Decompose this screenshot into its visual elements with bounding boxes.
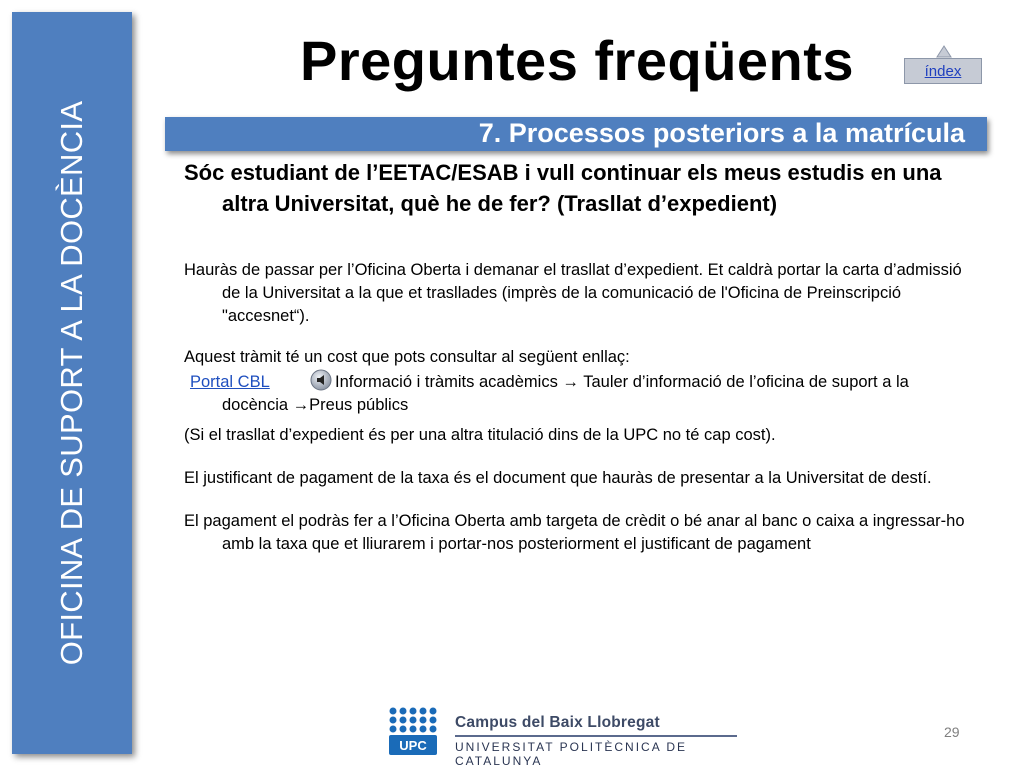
paragraph-link-path [184,369,974,417]
section-title: 7. Processos posteriors a la matrícula [478,118,965,148]
section-bar [165,117,987,151]
logo-divider [455,735,737,737]
link-part-tauler: Tauler d’informació de l’oficina de suport a la docència [222,373,909,414]
speaker-icon [310,369,332,391]
paragraph-trasllat: Hauràs de passar per l’Oficina Oberta i demanar el trasllat d’expedient. Et caldrà portar la carta d’admissió de la Universitat a la que et trasllades (imprès de la comunicació de l'Oficina de Preinscripció "accesnet“). [184,261,962,325]
university-name: UNIVERSITAT POLITÈCNICA DE CATALUNYA [455,740,688,768]
upc-logo-icon [385,705,441,759]
side-banner [12,12,132,754]
paragraph-upc-note: (Si el trasllat d’expedient és per una altra titulació dins de la UPC no té cap cost). [184,426,776,444]
arrow-right-icon: → [292,396,310,414]
link-part-preus: Preus públics [309,396,409,414]
paragraph-cost: Aquest tràmit té un cost que pots consultar al següent enllaç: [184,348,630,366]
paragraph-pagament: El pagament el podràs fer a l’Oficina Oberta amb targeta de crèdit o bé anar al banc o caixa a ingressar-ho amb la taxa que et lliurarem i portar-nos posteriorment el justificant de pagament [184,512,965,553]
link-part-info: Informació i tràmits acadèmics [335,373,558,391]
arrow-right-icon: → [562,373,579,391]
question-heading: Sóc estudiant de l’EETAC/ESAB i vull continuar els meus estudis en una altra Universitat, què he de fer? (Trasllat d’expedient) [184,160,942,216]
logo-abbr: UPC [399,738,427,753]
page-title: Preguntes freqüents [300,29,855,92]
arrow-up-icon [936,45,952,59]
content [184,157,974,556]
index-button[interactable] [904,58,982,84]
footer-logo [385,705,745,768]
side-banner-text: OFICINA DE SUPORT A LA DOCÈNCIA [54,100,89,666]
index-label: índex [924,62,962,80]
slide-number: 29 [944,724,960,740]
portal-cbl-link[interactable]: Portal CBL [190,373,270,391]
paragraph-justificant: El justificant de pagament de la taxa és el document que hauràs de presentar a la Universitat de destí. [184,469,932,487]
campus-name: Campus del Baix Llobregat [455,714,660,731]
